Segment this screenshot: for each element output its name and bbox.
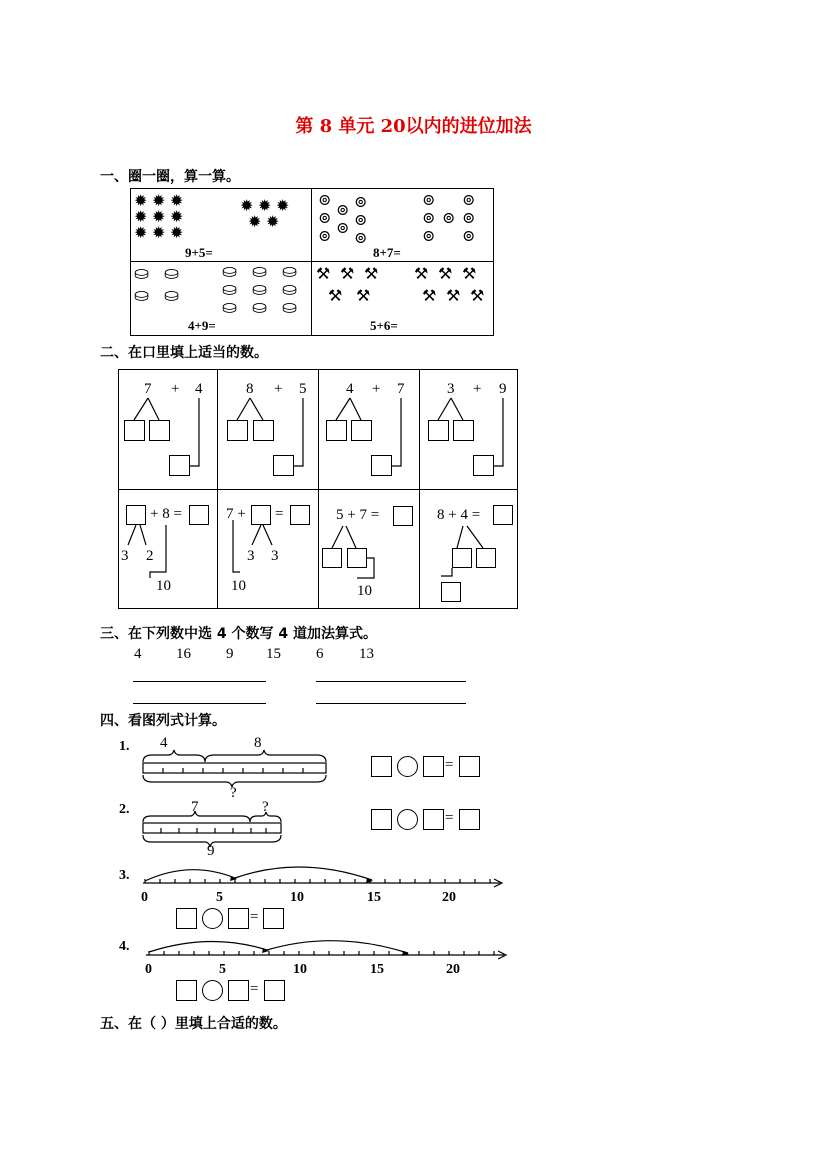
bomb-icon: ✹ bbox=[134, 207, 148, 226]
brace-top bbox=[205, 750, 326, 762]
section-4-heading: 四、看图列式计算。 bbox=[100, 713, 226, 729]
brace-top bbox=[143, 750, 205, 762]
bottom-2-split-b: 3 bbox=[271, 548, 279, 564]
top-1-op: + bbox=[171, 381, 180, 397]
wrench-icon: ⚒ bbox=[446, 286, 461, 305]
answer-box[interactable] bbox=[351, 420, 372, 441]
answer-box[interactable] bbox=[227, 420, 248, 441]
cake-icon: ⛀ bbox=[282, 261, 298, 282]
answer-box[interactable] bbox=[124, 420, 145, 441]
section-2-grid bbox=[118, 369, 518, 609]
answer-box[interactable] bbox=[253, 420, 274, 441]
wrench-icon: ⚒ bbox=[364, 264, 379, 283]
answer-box[interactable] bbox=[228, 980, 249, 1001]
bomb-icon: ✹ bbox=[248, 212, 262, 231]
choice-number: 15 bbox=[266, 646, 281, 662]
cake-icon: ⛀ bbox=[252, 297, 268, 318]
answer-box[interactable] bbox=[126, 505, 146, 525]
tick-label: 10 bbox=[290, 890, 304, 905]
jump-arc bbox=[235, 867, 372, 880]
top-2-b: 5 bbox=[299, 381, 307, 397]
cake-icon: ⛀ bbox=[222, 279, 238, 300]
answer-box[interactable] bbox=[326, 420, 347, 441]
answer-box[interactable] bbox=[473, 455, 494, 476]
bottom-1-op: + 8 = bbox=[150, 506, 182, 522]
wrench-icon: ⚒ bbox=[328, 286, 343, 305]
answer-box[interactable] bbox=[476, 548, 496, 568]
problem-1-top-b: 8 bbox=[254, 735, 262, 751]
egg-icon: ⊚ bbox=[354, 192, 368, 211]
bomb-icon: ✹ bbox=[134, 191, 148, 210]
cake-icon: ⛀ bbox=[252, 261, 268, 282]
answer-box[interactable] bbox=[371, 455, 392, 476]
problem-2-top-a: 7 bbox=[191, 799, 199, 815]
wrench-icon: ⚒ bbox=[340, 264, 355, 283]
egg-icon: ⊚ bbox=[462, 226, 476, 245]
cake-icon: ⛀ bbox=[222, 261, 238, 282]
answer-box[interactable] bbox=[347, 548, 367, 568]
operator-circle[interactable] bbox=[202, 980, 223, 1001]
answer-box[interactable] bbox=[393, 506, 413, 526]
problem-2-top-b: ? bbox=[262, 799, 269, 815]
bottom-2-op: = bbox=[275, 506, 284, 522]
wrench-icon: ⚒ bbox=[422, 286, 437, 305]
tick-label: 0 bbox=[141, 890, 148, 905]
answer-box[interactable] bbox=[228, 908, 249, 929]
cake-icon: ⛀ bbox=[134, 263, 150, 284]
choice-number: 9 bbox=[226, 646, 234, 662]
answer-box[interactable] bbox=[428, 420, 449, 441]
operator-circle[interactable] bbox=[397, 756, 418, 777]
problem-1-bottom: ? bbox=[230, 785, 237, 801]
bar bbox=[143, 823, 281, 833]
answer-box[interactable] bbox=[459, 756, 480, 777]
cell-3-equation: 4+9= bbox=[188, 318, 216, 333]
answer-box[interactable] bbox=[264, 980, 285, 1001]
answer-box[interactable] bbox=[452, 548, 472, 568]
page-title: 第 8 单元 20以内的进位加法 bbox=[295, 116, 532, 137]
cake-icon: ⛀ bbox=[164, 285, 180, 306]
choice-number: 6 bbox=[316, 646, 324, 662]
choice-number: 4 bbox=[134, 646, 142, 662]
bomb-icon: ✹ bbox=[170, 207, 184, 226]
cake-icon: ⛀ bbox=[134, 285, 150, 306]
operator-circle[interactable] bbox=[202, 908, 223, 929]
equal-sign: = bbox=[445, 810, 454, 826]
cake-icon: ⛀ bbox=[282, 279, 298, 300]
bar bbox=[143, 763, 326, 773]
wrench-icon: ⚒ bbox=[414, 264, 429, 283]
wrench-icon: ⚒ bbox=[462, 264, 477, 283]
answer-box[interactable] bbox=[273, 455, 294, 476]
answer-box[interactable] bbox=[459, 809, 480, 830]
section-3-heading: 三、在下列数中选 4 个数写 4 道加法算式。 bbox=[100, 626, 377, 642]
egg-icon: ⊚ bbox=[462, 190, 476, 209]
wrench-icon: ⚒ bbox=[470, 286, 485, 305]
bomb-icon: ✹ bbox=[134, 223, 148, 242]
tick-label: 0 bbox=[145, 962, 152, 977]
arc-arrowhead bbox=[262, 948, 269, 953]
cell-1-equation: 9+5= bbox=[185, 245, 213, 260]
answer-box[interactable] bbox=[290, 505, 310, 525]
problem-1-top-a: 4 bbox=[160, 735, 168, 751]
choice-number: 13 bbox=[359, 646, 374, 662]
bomb-icon: ✹ bbox=[276, 196, 290, 215]
section-1-heading: 一、圈一圈，算一算。 bbox=[100, 169, 240, 185]
answer-line[interactable] bbox=[316, 703, 466, 704]
arc-arrowhead bbox=[402, 951, 409, 956]
choice-number: 16 bbox=[176, 646, 191, 662]
section-1-grid bbox=[130, 188, 494, 336]
tick-label: 20 bbox=[442, 890, 456, 905]
bar-ticks bbox=[163, 768, 303, 773]
top-3-op: + bbox=[372, 381, 381, 397]
jump-arc bbox=[145, 870, 235, 881]
top-4-b: 9 bbox=[499, 381, 507, 397]
top-2-a: 8 bbox=[246, 381, 254, 397]
answer-box[interactable] bbox=[371, 756, 392, 777]
bottom-1-split-b: 2 bbox=[146, 548, 154, 564]
bottom-2-left: 7 + bbox=[226, 506, 246, 522]
bottom-1-split-a: 3 bbox=[121, 548, 129, 564]
tick-label: 5 bbox=[219, 962, 226, 977]
section-2-heading: 二、在口里填上适当的数。 bbox=[100, 345, 268, 361]
wrench-icon: ⚒ bbox=[438, 264, 453, 283]
tick-label: 5 bbox=[216, 890, 223, 905]
answer-box[interactable] bbox=[453, 420, 474, 441]
answer-box[interactable] bbox=[322, 548, 342, 568]
answer-line[interactable] bbox=[133, 681, 266, 682]
answer-box[interactable] bbox=[423, 809, 444, 830]
answer-box[interactable] bbox=[263, 908, 284, 929]
egg-icon: ⊚ bbox=[422, 208, 436, 227]
bottom-3-left: 5 + 7 = bbox=[336, 507, 380, 523]
egg-icon: ⊚ bbox=[462, 208, 476, 227]
egg-icon: ⊚ bbox=[422, 226, 436, 245]
tick-label: 10 bbox=[293, 962, 307, 977]
bomb-icon: ✹ bbox=[170, 191, 184, 210]
bomb-icon: ✹ bbox=[152, 223, 166, 242]
wrench-icon: ⚒ bbox=[316, 264, 331, 283]
arc-arrowhead bbox=[366, 878, 373, 883]
bottom-3-total: 10 bbox=[357, 583, 372, 599]
top-3-a: 4 bbox=[346, 381, 354, 397]
problem-1-label: 1. bbox=[119, 739, 130, 754]
answer-box[interactable] bbox=[169, 455, 190, 476]
answer-box[interactable] bbox=[176, 908, 197, 929]
cake-icon: ⛀ bbox=[282, 297, 298, 318]
bomb-icon: ✹ bbox=[152, 191, 166, 210]
problem-3-label: 3. bbox=[119, 868, 130, 883]
tick-label: 15 bbox=[367, 890, 381, 905]
answer-line[interactable] bbox=[316, 681, 466, 682]
cake-icon: ⛀ bbox=[164, 263, 180, 284]
top-1-b: 4 bbox=[195, 381, 203, 397]
egg-icon: ⊚ bbox=[354, 228, 368, 247]
answer-line[interactable] bbox=[133, 703, 266, 704]
number-line-ticks bbox=[145, 879, 490, 883]
answer-box[interactable] bbox=[251, 505, 271, 525]
equal-sign: = bbox=[445, 757, 454, 773]
bomb-icon: ✹ bbox=[170, 223, 184, 242]
top-4-op: + bbox=[473, 381, 482, 397]
answer-box[interactable] bbox=[423, 756, 444, 777]
bar-ticks bbox=[161, 828, 266, 833]
equal-sign: = bbox=[250, 981, 259, 997]
answer-box[interactable] bbox=[189, 505, 209, 525]
section-5-heading: 五、在（ ）里填上合适的数。 bbox=[100, 1016, 287, 1032]
bomb-icon: ✹ bbox=[258, 196, 272, 215]
answer-box[interactable] bbox=[493, 505, 513, 525]
bottom-1-total: 10 bbox=[156, 578, 171, 594]
cake-icon: ⛀ bbox=[252, 279, 268, 300]
tick-label: 15 bbox=[370, 962, 384, 977]
problem-2-label: 2. bbox=[119, 802, 130, 817]
problem-2-bottom: 9 bbox=[207, 843, 215, 859]
egg-icon: ⊚ bbox=[318, 190, 332, 209]
bottom-2-split-a: 3 bbox=[247, 548, 255, 564]
top-4-a: 3 bbox=[447, 381, 455, 397]
bomb-icon: ✹ bbox=[266, 212, 280, 231]
bottom-4-left: 8 + 4 = bbox=[437, 507, 481, 523]
egg-icon: ⊚ bbox=[422, 190, 436, 209]
top-2-op: + bbox=[274, 381, 283, 397]
operator-circle[interactable] bbox=[397, 809, 418, 830]
bomb-icon: ✹ bbox=[152, 207, 166, 226]
tick-label: 20 bbox=[446, 962, 460, 977]
cell-2-equation: 8+7= bbox=[373, 245, 401, 260]
jump-arc bbox=[267, 941, 408, 953]
top-1-a: 7 bbox=[144, 381, 152, 397]
answer-box[interactable] bbox=[176, 980, 197, 1001]
answer-box[interactable] bbox=[441, 582, 461, 602]
egg-icon: ⊚ bbox=[318, 208, 332, 227]
egg-icon: ⊚ bbox=[318, 226, 332, 245]
egg-icon: ⊚ bbox=[336, 218, 350, 237]
number-line-arrow bbox=[494, 879, 502, 887]
problem-4-label: 4. bbox=[119, 939, 130, 954]
bottom-2-total: 10 bbox=[231, 578, 246, 594]
jump-arc bbox=[149, 941, 267, 952]
egg-icon: ⊚ bbox=[354, 210, 368, 229]
egg-icon: ⊚ bbox=[442, 208, 456, 227]
top-3-b: 7 bbox=[397, 381, 405, 397]
number-line-arrow bbox=[498, 951, 506, 959]
arc-arrowhead bbox=[230, 876, 237, 881]
answer-box[interactable] bbox=[371, 809, 392, 830]
bomb-icon: ✹ bbox=[240, 196, 254, 215]
egg-icon: ⊚ bbox=[336, 200, 350, 219]
cell-4-equation: 5+6= bbox=[370, 318, 398, 333]
answer-box[interactable] bbox=[149, 420, 170, 441]
wrench-icon: ⚒ bbox=[356, 286, 371, 305]
equal-sign: = bbox=[250, 909, 259, 925]
cake-icon: ⛀ bbox=[222, 297, 238, 318]
number-line-ticks bbox=[149, 951, 494, 955]
